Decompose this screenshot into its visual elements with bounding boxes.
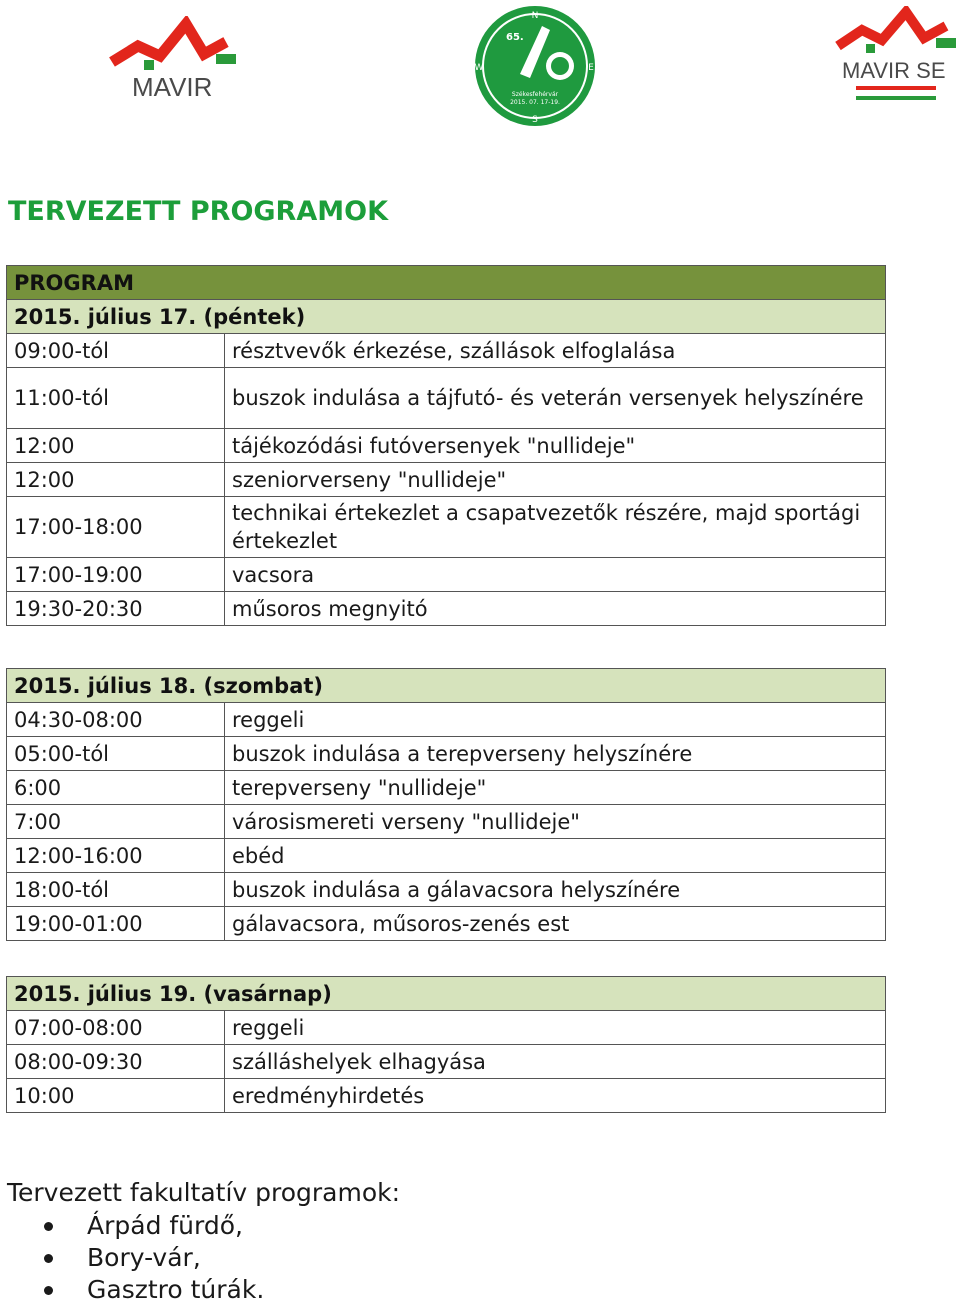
table-row — [7, 592, 886, 626]
svg-text:W: W — [474, 63, 484, 73]
time-cell: 11:00-tól — [7, 368, 225, 429]
event-cell: reggeli — [225, 703, 886, 737]
time-cell: 7:00 — [7, 805, 225, 839]
table-row — [7, 839, 886, 873]
table-row — [7, 703, 886, 737]
table-row — [7, 1045, 886, 1079]
time-cell: 10:00 — [7, 1079, 225, 1113]
table-row — [7, 873, 886, 907]
list-item-label: Árpád fürdő, — [87, 1211, 243, 1240]
time-cell: 07:00-08:00 — [7, 1011, 225, 1045]
svg-text:Székesfehérvár: Székesfehérvár — [511, 91, 559, 98]
event-cell: buszok indulása a gálavacsora helyszínére — [225, 873, 886, 907]
table-row — [7, 737, 886, 771]
mavir-logo — [108, 16, 238, 106]
table-row — [7, 558, 886, 592]
svg-text:S: S — [532, 115, 538, 125]
table-row — [7, 463, 886, 497]
event-cell: szeniorverseny "nullideje" — [225, 463, 886, 497]
bullet-icon — [44, 1222, 53, 1231]
event-cell: buszok indulása a tájfutó- és veterán versenyek helyszínére — [225, 368, 886, 429]
event-cell: eredményhirdetés — [225, 1079, 886, 1113]
table-row — [7, 368, 886, 429]
list-item — [44, 1274, 264, 1306]
svg-text:2015. 07. 17-19.: 2015. 07. 17-19. — [510, 99, 560, 106]
schedule-table-day-3 — [6, 976, 886, 1113]
table-row — [7, 1079, 886, 1113]
time-cell: 12:00-16:00 — [7, 839, 225, 873]
time-cell: 12:00 — [7, 463, 225, 497]
table-row — [7, 334, 886, 368]
table-row — [7, 497, 886, 558]
time-cell: 17:00-19:00 — [7, 558, 225, 592]
time-cell: 19:30-20:30 — [7, 592, 225, 626]
time-cell: 17:00-18:00 — [7, 497, 225, 558]
list-item-label: Bory-vár, — [87, 1243, 201, 1272]
event-cell: gálavacsora, műsoros-zenés est — [225, 907, 886, 941]
time-cell: 04:30-08:00 — [7, 703, 225, 737]
time-cell: 19:00-01:00 — [7, 907, 225, 941]
list-item-label: Gasztro túrák. — [87, 1275, 265, 1304]
event-cell: tájékozódási futóversenyek "nullideje" — [225, 429, 886, 463]
table-row — [7, 1011, 886, 1045]
program-header: PROGRAM — [7, 266, 886, 300]
event-cell: résztvevők érkezése, szállások elfoglalása — [225, 334, 886, 368]
day-heading: 2015. július 18. (szombat) — [7, 669, 886, 703]
day-heading: 2015. július 17. (péntek) — [7, 300, 886, 334]
time-cell: 12:00 — [7, 429, 225, 463]
table-row — [7, 907, 886, 941]
time-cell: 05:00-tól — [7, 737, 225, 771]
page-title: TERVEZETT PROGRAMOK — [8, 196, 388, 227]
svg-text:65.: 65. — [506, 32, 524, 43]
table-row — [7, 429, 886, 463]
event-cell: technikai értekezlet a csapatvezetők részére, majd sportági értekezlet — [225, 497, 886, 558]
mavir-se-logo-text: MAVIR SE — [842, 58, 946, 83]
bullet-icon — [44, 1286, 53, 1295]
time-cell: 09:00-tól — [7, 334, 225, 368]
svg-text:N: N — [531, 11, 539, 21]
mavir-logo-text: MAVIR — [132, 72, 213, 102]
list-item — [44, 1242, 264, 1274]
optional-programs-list — [44, 1210, 264, 1306]
event-cell: reggeli — [225, 1011, 886, 1045]
event-cell: szálláshelyek elhagyása — [225, 1045, 886, 1079]
schedule-table-day-2 — [6, 668, 886, 941]
event-cell: buszok indulása a terepverseny helyszínére — [225, 737, 886, 771]
list-item — [44, 1210, 264, 1242]
event-badge-logo — [472, 4, 598, 128]
svg-text:E: E — [588, 63, 594, 73]
schedule-table-day-1 — [6, 265, 886, 626]
day-heading: 2015. július 19. (vasárnap) — [7, 977, 886, 1011]
event-cell: városismereti verseny "nullideje" — [225, 805, 886, 839]
event-cell: ebéd — [225, 839, 886, 873]
time-cell: 08:00-09:30 — [7, 1045, 225, 1079]
bullet-icon — [44, 1254, 53, 1263]
mavir-se-logo — [834, 6, 958, 106]
table-row — [7, 805, 886, 839]
time-cell: 6:00 — [7, 771, 225, 805]
table-row — [7, 771, 886, 805]
event-cell: műsoros megnyitó — [225, 592, 886, 626]
time-cell: 18:00-tól — [7, 873, 225, 907]
optional-programs-title: Tervezett fakultatív programok: — [7, 1178, 401, 1207]
event-cell: terepverseny "nullideje" — [225, 771, 886, 805]
event-cell: vacsora — [225, 558, 886, 592]
